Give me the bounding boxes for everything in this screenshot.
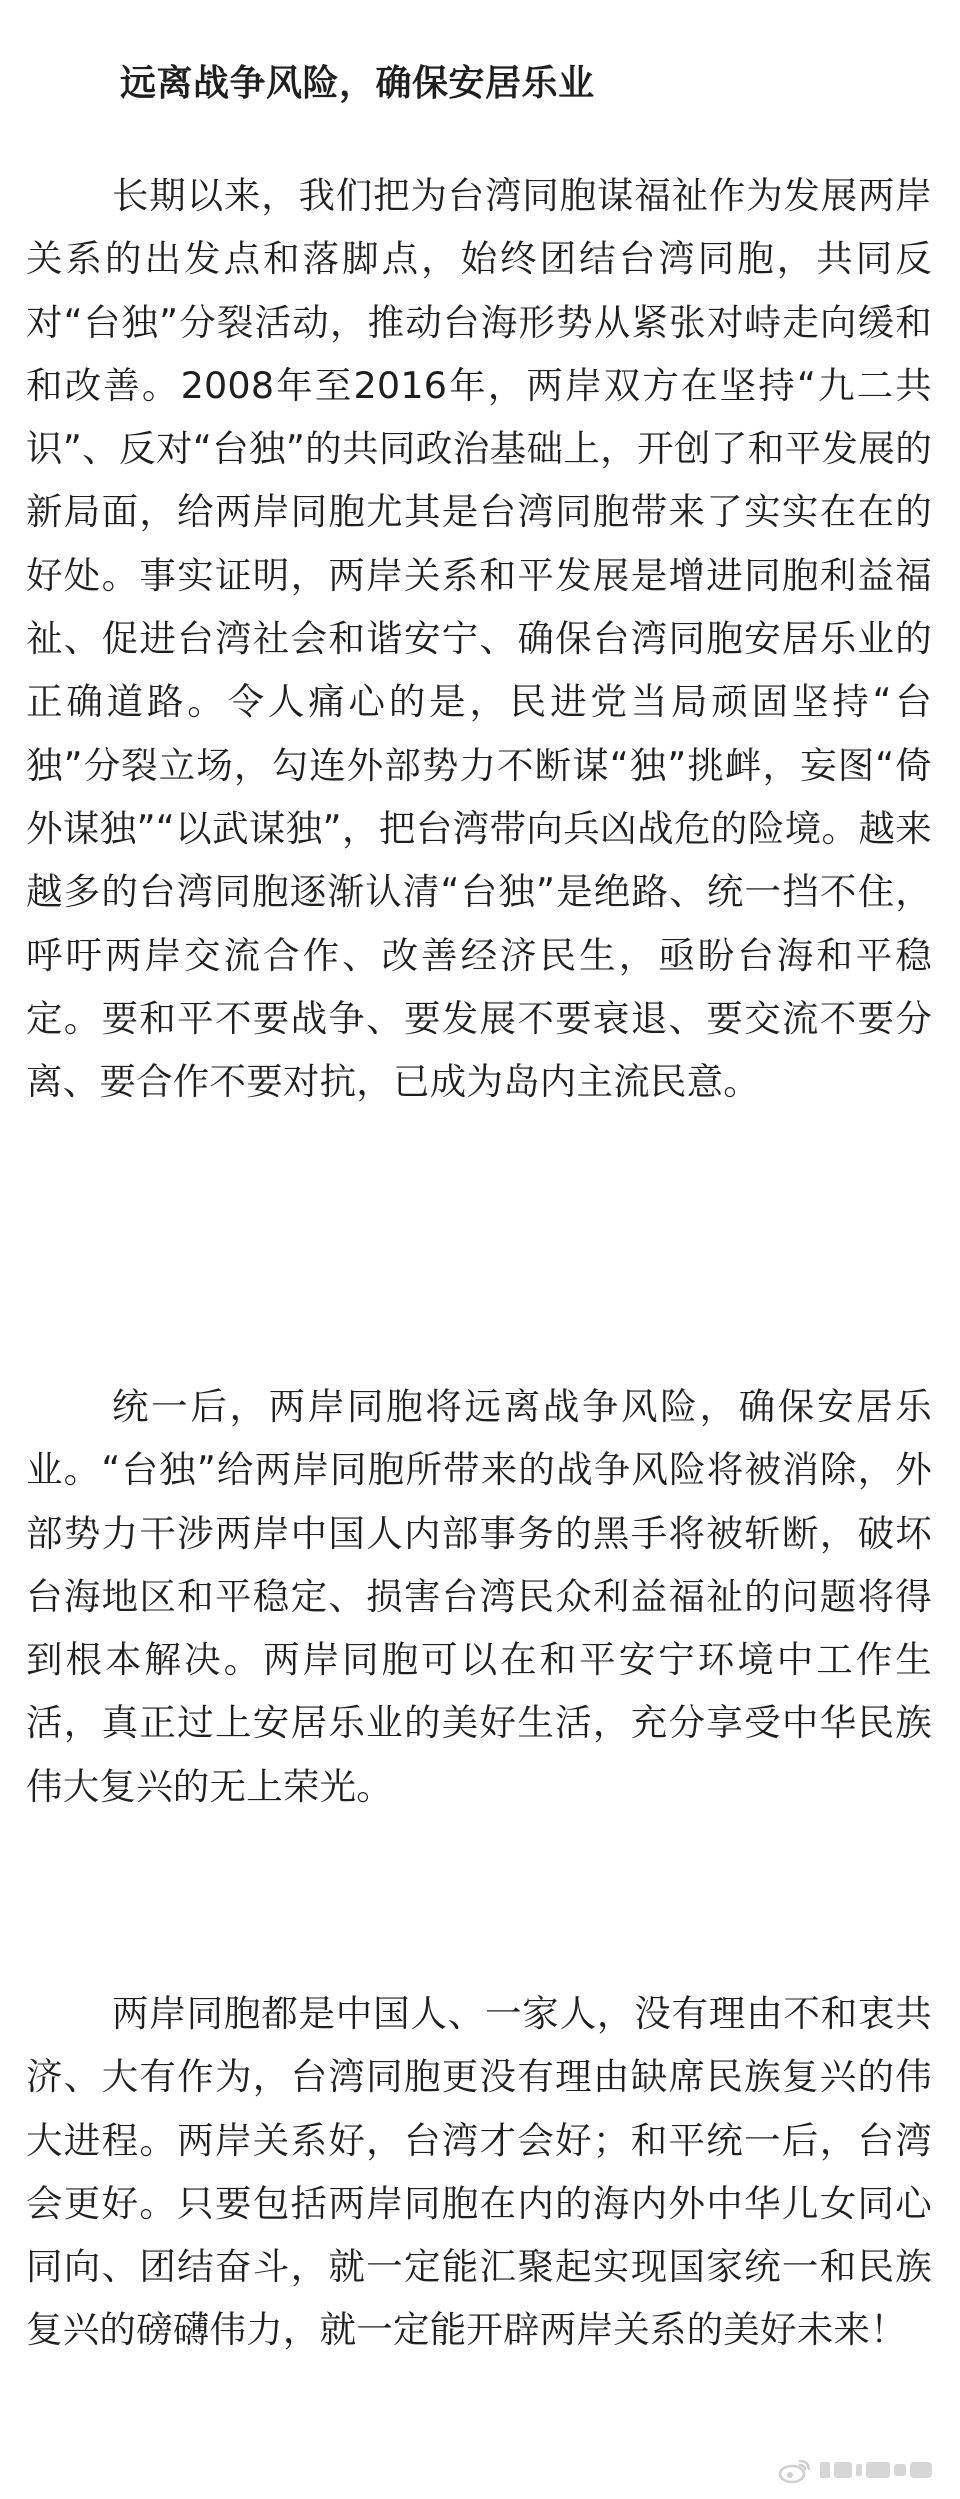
article-paragraph-3: 两岸同胞都是中国人、一家人，没有理由不和衷共济、大有作为，台湾同胞更没有理由缺席民族复兴的伟大进程。两岸关系好，台湾才会好；和平统一后，台湾会更好。只要包括两岸同胞在内的海内外中华儿女同心同向、团结奋斗，就一定能汇聚起实现国家统一和民族复兴的磅礴伟力，就一定能开辟两岸关系的美好未来！ xyxy=(26,1992,932,2352)
article-paragraph-1: 长期以来，我们把为台湾同胞谋福祉作为发展两岸关系的出发点和落脚点，始终团结台湾同胞，共同反对“台独”分裂活动，推动台海形势从紧张对峙走向缓和和改善。2008年至2016年，两岸双方在坚持“九二共识”、反对“台独”的共同政治基础上，开创了和平发展的新局面，给两岸同胞尤其是台湾同胞带来了实实在在的好处。事实证明，两岸关系和平发展是增进同胞利益福祉、促进台湾社会和谐安宁、确保台湾同胞安居乐业的正确道路。令人痛心的是，民进党当局顽固坚持“台独”分裂立场，勾连外部势力不断谋“独”挑衅，妄图“倚外谋独”“以武谋独”，把台湾带向兵凶战危的险境。越来越多的台湾同胞逐渐认清“台独”是绝路、统一挡不住，呼吁两岸交流合作、改善经济民生，亟盼台海和平稳定。要和平不要战争、要发展不要衰退、要交流不要分离、要合作不要对抗，已成为岛内主流民意。 xyxy=(26,174,932,1104)
weibo-logo-icon xyxy=(778,2455,812,2485)
watermark-handle-mark xyxy=(818,2456,938,2484)
article-paragraph-2: 统一后，两岸同胞将远离战争风险，确保安居乐业。“台独”给两岸同胞所带来的战争风险将被消除，外部势力干涉两岸中国人内部事务的黑手将被斩断，破坏台海地区和平稳定、损害台湾民众利益福祉的问题将得到根本解决。两岸同胞可以在和平安宁环境中工作生活，真正过上安居乐业的美好生活，充分享受中华民族伟大复兴的无上荣光。 xyxy=(26,1385,932,1808)
watermark xyxy=(778,2455,938,2485)
article-heading: 远离战争风险，确保安居乐业 xyxy=(120,63,595,104)
